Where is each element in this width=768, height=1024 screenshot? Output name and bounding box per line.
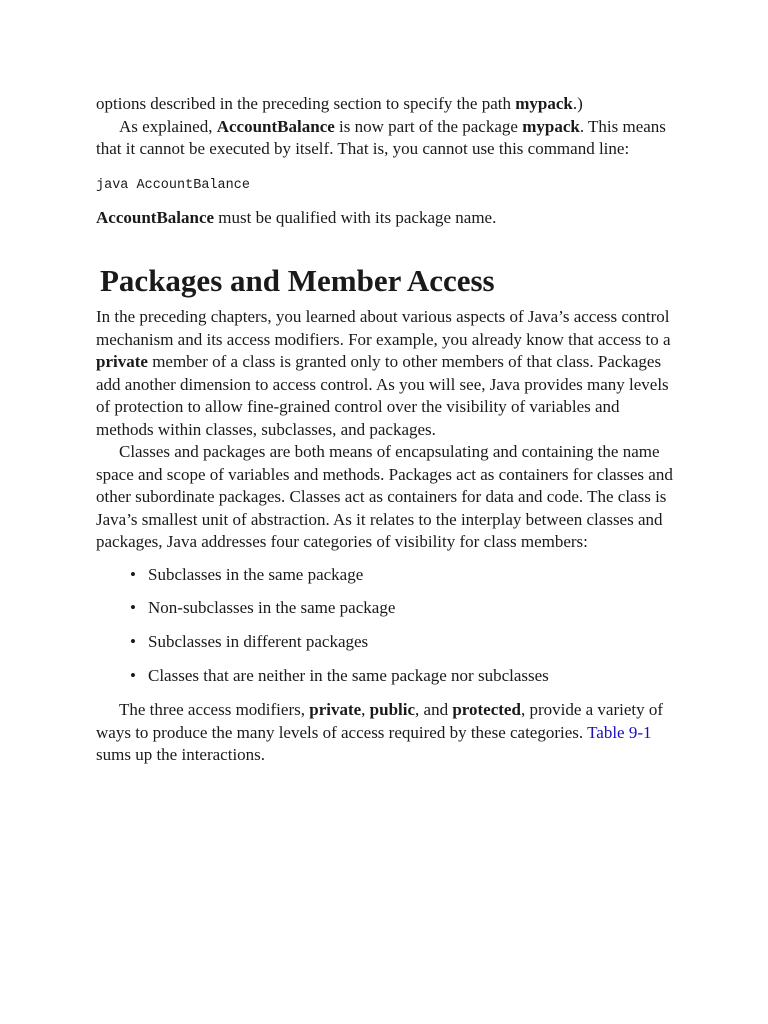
bullet-icon: • xyxy=(130,598,136,618)
protected-term: protected xyxy=(452,700,521,720)
section-paragraph-2: Classes and packages are both means of encapsulating and containing the name space and scope of variables and methods. Packages act as containers for classes and other subordinate packages. Classes act as containers for data and code. The class is Java’s smallest unit of abstraction. As it relates to the interplay between classes and packages, Java addresses four categories of visibility for class members: xyxy=(96,442,673,551)
intro-line: options described in the preceding section to specify the path mypack.) xyxy=(96,94,583,113)
table-9-1-link[interactable]: Table 9-1 xyxy=(587,722,652,742)
mypack-term: mypack xyxy=(522,116,580,136)
section-paragraph-1: In the preceding chapters, you learned about various aspects of Java’s access control mechanism and its access modifiers. For example, you already know that access to a private member of a class is granted only to other members of that class. Packages add another dimension to access control. As you will see, Java provides many levels of protection to allow fine-grained control over the visibility of variables and methods within classes, subclasses, and packages. xyxy=(96,307,671,439)
visibility-categories-list xyxy=(96,564,676,688)
list-item: • Subclasses in the same package xyxy=(130,564,676,587)
accountbalance-term: AccountBalance xyxy=(216,116,335,136)
mypack-term: mypack xyxy=(515,94,573,113)
bullet-icon: • xyxy=(130,631,136,651)
bullet-icon: • xyxy=(130,564,136,584)
public-term: public xyxy=(369,700,416,720)
private-term: private xyxy=(96,352,148,371)
section-heading: Packages and Member Access xyxy=(100,263,495,298)
private-term: private xyxy=(309,700,362,720)
list-item: • Non-subclasses in the same package xyxy=(130,597,676,620)
accountbalance-term: AccountBalance xyxy=(96,207,215,227)
list-item: • Subclasses in different packages xyxy=(130,631,676,654)
intro-paragraph: As explained, AccountBalance is now part of the package mypack. This means that it cannot be executed by itself. That is, you cannot use this command line: xyxy=(96,116,666,158)
qualification-note: AccountBalance must be qualified with its package name. xyxy=(96,207,497,227)
code-snippet: java AccountBalance xyxy=(96,177,250,193)
document-page xyxy=(96,93,676,767)
section-paragraph-3: The three access modifiers, private, public, and protected, provide a variety of ways to produce the many levels of access required by these categories. Table 9-1 sums up the interactions. xyxy=(96,700,664,765)
bullet-icon: • xyxy=(130,665,136,685)
list-item: • Classes that are neither in the same package nor subclasses xyxy=(130,665,676,688)
